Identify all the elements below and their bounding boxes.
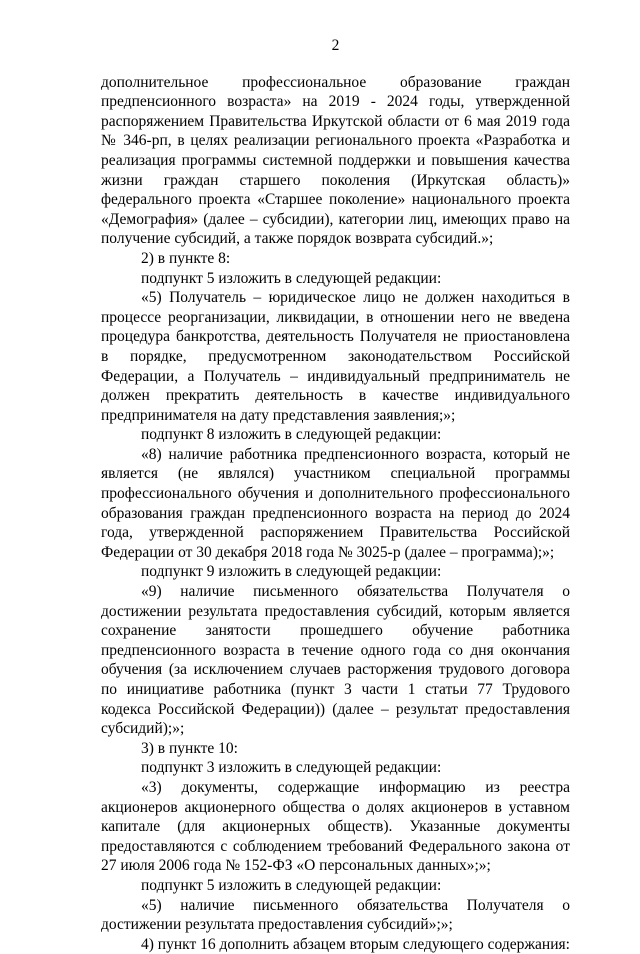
- paragraph-subitem-5-heading: подпункт 5 изложить в следующей редакции:: [141, 269, 442, 287]
- paragraph-subitem-5b-heading: подпункт 5 изложить в следующей редакции:: [141, 876, 442, 894]
- paragraph-subitem-9-heading: подпункт 9 изложить в следующей редакции:: [141, 563, 442, 581]
- paragraph-item-3: 3) в пункте 10:: [141, 739, 238, 757]
- paragraph-subitem-8-heading: подпункт 8 изложить в следующей редакции:: [141, 426, 442, 444]
- paragraph-subitem-5b-text: «5) наличие письменного обязательства Получателя о достижении результата предоставления субсидий»;»;: [101, 896, 570, 934]
- paragraph-subitem-3-heading: подпункт 3 изложить в следующей редакции:: [141, 759, 442, 777]
- paragraph-subitem-3-text: «3) документы, содержащие информацию из реестра акционеров акционерного общества о долях акционеров в уставном капитале (для акционерных обществ). Указанные документы предоставляются с соблюдением требований Федерального закона от 27 июля 2006 года № 152-ФЗ «О персональных данных»;»;: [101, 778, 570, 875]
- paragraph-subitem-8-text: «8) наличие работника предпенсионного возраста, который не является (не являлся) участником специальной программы профессионального обучения и дополнительного профессионального образования граждан предпенсионного возраста на период до 2024 года, утвержденной распоряжением Правительства Российской Федерации от 30 декабря 2018 года № 3025-р (далее – программа);»;: [101, 445, 570, 561]
- paragraph-continuation: дополнительное профессиональное образование граждан предпенсионного возраста» на 2019 - 2024 годы, утвержденной распоряжением Правительства Иркутской области от 6 мая 2019 года № 346-рп, в целях реализации регионального проекта «Разработка и реализация программы системной поддержки и повышения качества жизни граждан старшего поколения (Иркутская область)» федерального проекта «Старшее поколение» национального проекта «Демография» (далее – субсидии), категории лиц, имеющих право на получение субсидий, а также порядок возврата субсидий.»;: [101, 73, 570, 248]
- paragraph-item-4: 4) пункт 16 дополнить абзацем вторым следующего содержания:: [141, 935, 570, 953]
- page-number: 2: [331, 37, 340, 54]
- paragraph-item-2: 2) в пункте 8:: [141, 249, 231, 267]
- paragraph-subitem-5-text: «5) Получатель – юридическое лицо не должен находиться в процессе реорганизации, ликвидации, в отношении него не введена процедура банкротства, деятельность Получателя не приостановлена в порядке, предусмотренном законодательством Российской Федерации, а Получатель – индивидуальный предприниматель не должен прекратить деятельность в качестве индивидуального предпринимателя на дату представления заявления;»;: [101, 289, 570, 424]
- paragraph-subitem-9-text: «9) наличие письменного обязательства Получателя о достижении результата предоставления субсидий, которым является сохранение занятости прошедшего обучение работника предпенсионного возраста в течение одного года со дня окончания обучения (за исключением случаев расторжения трудового договора по инициативе работника (пункт 3 части 1 статьи 77 Трудового кодекса Российской Федерации)) (далее – результат предоставления субсидий);»;: [101, 583, 570, 738]
